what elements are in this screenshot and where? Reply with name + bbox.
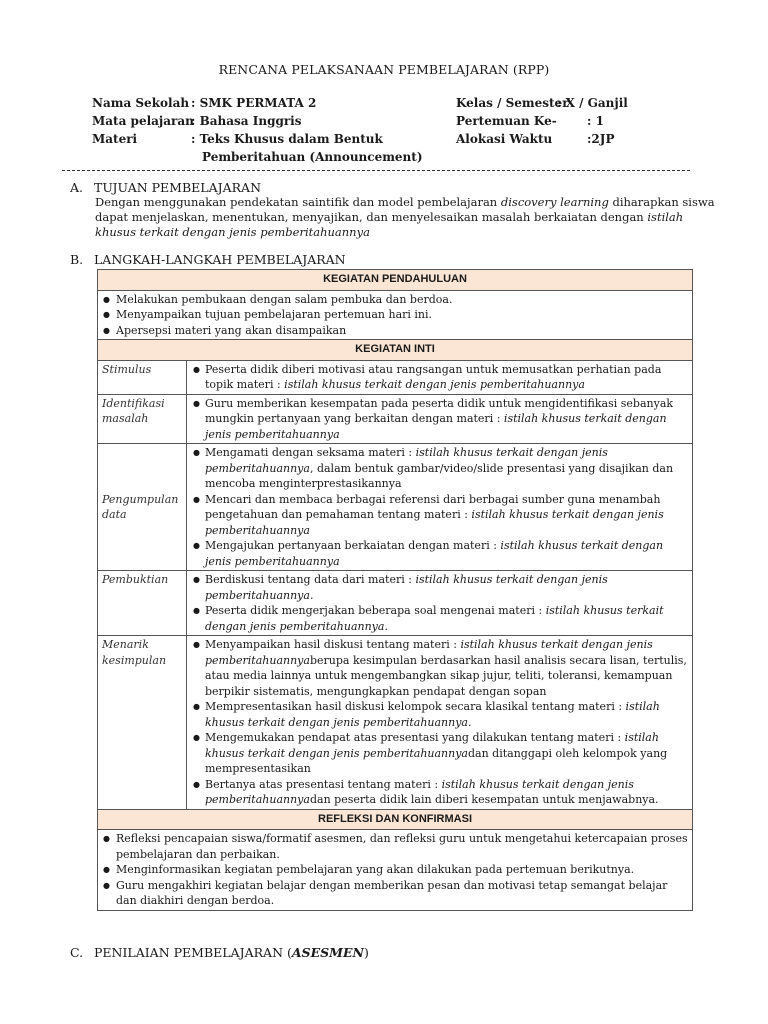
list-item [191, 362, 688, 393]
item-text: Peserta didik diberi motivasi atau rangsangan untuk memusatkan perhatian pada topik materi : [205, 362, 662, 391]
item-italic: istilah khusus terkait dengan jenis pemberitahuannya [205, 508, 664, 537]
section-c-heading [70, 945, 369, 960]
info-right [456, 94, 686, 148]
info-label-time: Alokasi Waktu [456, 132, 553, 146]
item-italic: istilah khusus terkait dengan jenis pemberitahuannya. [205, 700, 660, 729]
info-label-school: Nama Sekolah [92, 96, 190, 110]
section-a-paragraph [95, 195, 715, 240]
header-refleksi: REFLEKSI DAN KONFIRMASI [98, 809, 693, 830]
pengumpulan-cell [187, 444, 693, 571]
table-row [98, 571, 693, 636]
section-b-number: B. [70, 252, 84, 267]
item-text: Guru memberikan kesempatan pada peserta didik untuk mengidentifikasi sebanyak mungkin pertanyaan yang berkaitan dengan materi : [205, 396, 674, 425]
section-a-number: A. [70, 180, 84, 195]
list-item [191, 538, 688, 569]
item-italic: istilah khusus terkait dengan jenis pemberitahuannya [205, 446, 608, 475]
pembuktian-cell [187, 571, 693, 636]
item-text: Mempresentasikan hasil diskusi kelompok secara klasikal tentang materi : [205, 700, 626, 713]
list-item [191, 445, 688, 492]
table-row [98, 360, 693, 394]
info-value-class: : X / Ganjil [557, 96, 628, 110]
item-text: Bertanya atas presentasi tentang materi : [205, 777, 442, 791]
list-item [191, 492, 688, 539]
row-label-identifikasi: Identifikasi masalah [98, 394, 187, 444]
info-label-material: Materi [92, 132, 138, 146]
item-text: dan ditanggapi oleh kelompok yang mempresentasikan [205, 746, 668, 775]
para-italic: istilah khusus terkait dengan jenis pemberitahuannya [95, 210, 684, 239]
row-label-pengumpulan: Pengumpulan data [98, 444, 187, 571]
item-text: , dalam bentuk gambar/video/slide presentasi yang disajikan dan mencoba menginterprestasikannya [205, 461, 674, 490]
section-a-title: TUJUAN PEMBELAJARAN [94, 180, 262, 195]
table-row [98, 444, 693, 571]
header-inti: KEGIATAN INTI [98, 340, 693, 361]
table-row [98, 394, 693, 444]
list-item [191, 777, 688, 808]
section-c-title: PENILAIAN PEMBELAJARAN ( [94, 945, 292, 960]
item-text: Menyampaikan hasil diskusi tentang materi : [205, 638, 461, 651]
para-italic: discovery learning [500, 195, 609, 209]
list-item [191, 572, 688, 603]
dashed-divider [62, 170, 690, 171]
identifikasi-cell [187, 394, 693, 444]
info-value-school: : SMK PERMATA 2 [191, 96, 317, 110]
header-pendahuluan: KEGIATAN PENDAHULUAN [98, 270, 693, 291]
item-italic: istilah khusus terkait dengan jenis pemberitahuannya. [205, 573, 608, 602]
item-italic: istilah khusus terkait dengan jenis pemberitahuannya [205, 539, 664, 568]
info-label-subject: Mata pelajaran [92, 114, 194, 128]
kesimpulan-cell [187, 636, 693, 810]
list-item: ● Menyampaikan tujuan pembelajaran pertemuan hari ini. [102, 307, 688, 323]
list-item: ● Menginformasikan kegiatan pembelajaran yang akan dilakukan pada pertemuan berikutnya. [102, 862, 688, 878]
info-value-subject: : Bahasa Inggris [191, 114, 302, 128]
table-row [98, 340, 693, 361]
item-italic: istilah khusus terkait dengan jenis pemberitahuannya [205, 412, 667, 441]
row-label-kesimpulan: Menarik kesimpulan [98, 636, 187, 810]
document-title: RENCANA PELAKSANAAN PEMBELAJARAN (RPP) [218, 62, 550, 77]
section-b-title: LANGKAH-LANGKAH PEMBELAJARAN [94, 252, 346, 267]
section-a-heading [70, 180, 261, 195]
section-c-title-end: ) [363, 945, 369, 960]
item-italic: istilah khusus terkait dengan jenis pemberitahuannya [284, 378, 585, 391]
list-item [191, 699, 688, 730]
table-row [98, 809, 693, 830]
list-item [191, 396, 688, 443]
learning-steps-table [97, 269, 693, 911]
info-left [92, 94, 422, 166]
item-italic: istilah khusus terkait dengan jenis pemberitahuannya. [205, 604, 664, 633]
section-c-number: C. [70, 945, 84, 960]
table-row [98, 636, 693, 810]
stimulus-cell [187, 360, 693, 394]
item-italic: istilah khusus terkait dengan jenis pemberitahuannya [205, 731, 659, 760]
item-text: Mengamati dengan seksama materi : [205, 446, 416, 459]
para-text: diharapkan siswa dapat menjelaskan, menentukan, menyajikan, dan menyelesaikan masalah berkaiatan dengan [95, 195, 715, 224]
item-text: Mengajukan pertanyaan berkaiatan dengan materi : [205, 539, 501, 552]
pendahuluan-cell [98, 290, 693, 340]
info-value-material: : Teks Khusus dalam Bentuk [191, 132, 383, 146]
info-value-meeting: : 1 [587, 114, 604, 128]
item-text: dan peserta didik lain diberi kesempatan untuk menjawabnya. [309, 793, 659, 806]
info-value-time: :2JP [587, 132, 615, 146]
list-item: ● Apersepsi materi yang akan disampaikan [102, 323, 688, 339]
section-b-heading [70, 252, 346, 267]
list-item [191, 603, 688, 634]
item-italic: istilah khusus terkait dengan jenis pemberitahuannya [205, 638, 653, 667]
table-row [98, 830, 693, 911]
info-label-class: Kelas / Semester [456, 96, 569, 110]
row-label-pembuktian: Pembuktian [98, 571, 187, 636]
list-item: ● Melakukan pembukaan dengan salam pembuka dan berdoa. [102, 292, 688, 308]
list-item: ● Guru mengakhiri kegiatan belajar dengan memberikan pesan dan motivasi tetap semangat belajar dan diakhiri dengan berdoa. [102, 878, 688, 909]
para-text: Dengan menggunakan pendekatan saintifik dan model pembelajaran [95, 195, 501, 209]
list-item [191, 637, 688, 699]
table-row [98, 270, 693, 291]
list-item: ● Refleksi pencapaian siswa/formatif asesmen, dan refleksi guru untuk mengetahui ketercapaian proses pembelajaran dan perbaikan. [102, 831, 688, 862]
item-text: berupa kesimpulan berdasarkan hasil analisis secara lisan, tertulis, atau media lainnya untuk mengembangkan sikap jujur, teliti, toleransi, kemampuan berpikir sistematis, mengungkapkan pendapat dengan sopan [205, 653, 687, 698]
item-text: Mengemukakan pendapat atas presentasi yang dilakukan tentang materi : [205, 731, 625, 744]
section-c-title-italic: ASESMEN [291, 945, 364, 960]
info-value-material-cont: Pemberitahuan (Announcement) [202, 150, 423, 164]
item-text: Peserta didik mengerjakan beberapa soal mengenai materi : [205, 604, 546, 617]
row-label-stimulus: Stimulus [98, 360, 187, 394]
list-item [191, 730, 688, 777]
item-text: Mencari dan membaca berbagai referensi dari berbagai sumber guna menambah pengetahuan dan pemahaman tentang materi : [205, 492, 661, 521]
info-label-meeting: Pertemuan Ke- [456, 114, 557, 128]
item-text: Berdiskusi tentang data dari materi : [205, 573, 416, 586]
item-italic: istilah khusus terkait dengan jenis pemberitahuannya [205, 777, 634, 806]
table-row [98, 290, 693, 340]
refleksi-cell [98, 830, 693, 911]
